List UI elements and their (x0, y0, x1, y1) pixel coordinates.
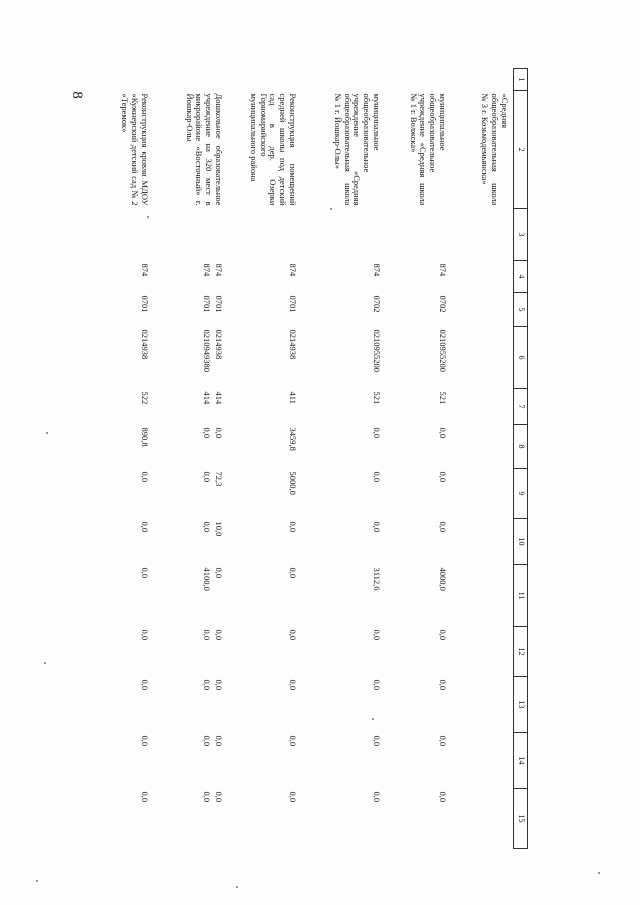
institution-name: «Средняя общеобразовательная школа № 3 г. Козьмодемьянска» (480, 93, 510, 206)
rotated-table-container (108, 68, 528, 848)
table-cell: 874 (372, 263, 382, 277)
table-cell: 0,0 (140, 521, 150, 533)
table-cell: 3112,6 (372, 567, 382, 591)
page-number: 8 (69, 91, 85, 99)
table-cell: 0,0 (202, 629, 212, 641)
institution-name: Реконструкция кровли МДОУ «Кужнерский детский сад № 2 «Теремок» (120, 93, 150, 206)
table-cell: 0,0 (140, 735, 150, 747)
scan-speck (330, 208, 332, 210)
table-cell: 0,0 (202, 427, 212, 439)
table-cell: 4000,0 (438, 567, 448, 591)
table-cell: 0,0 (372, 679, 382, 691)
table-cell: 0701 (288, 295, 298, 313)
table-cell: 0,0 (438, 735, 448, 747)
table-cell: 0,0 (288, 735, 298, 747)
table-cell: 4100,0 (202, 567, 212, 591)
table-cell: 0,0 (202, 679, 212, 691)
table-cell: 0210955200 (372, 329, 382, 372)
column-header: 11 (514, 565, 528, 627)
column-header: 5 (514, 293, 528, 327)
table-cell: 0,0 (214, 735, 224, 747)
table-cell: 0,0 (372, 735, 382, 747)
table-cell: 0701 (202, 295, 212, 313)
table-cell: 0,0 (438, 791, 448, 803)
table-cell: 0702 (438, 295, 448, 313)
table-cell: 0,0 (202, 471, 212, 483)
table-cell: 414 (214, 391, 224, 405)
table-cell: 0,0 (372, 427, 382, 439)
scan-speck (598, 872, 600, 874)
table-cell: 0,0 (214, 567, 224, 579)
table-cell: 0,0 (140, 471, 150, 483)
column-header: 4 (514, 261, 528, 293)
column-header: 8 (514, 425, 528, 469)
table-cell: 0214938 (288, 329, 298, 360)
column-header: 15 (514, 789, 528, 849)
table-cell: 0,0 (438, 679, 448, 691)
column-header: 3 (514, 209, 528, 261)
table-cell: 411 (288, 391, 298, 404)
table-row (451, 69, 509, 849)
table-cell: 874 (214, 263, 224, 277)
table-cell: 0,0 (202, 735, 212, 747)
table-cell: 0,0 (214, 679, 224, 691)
table-cell: 874 (288, 263, 298, 277)
table-cell: 0,0 (372, 629, 382, 641)
table-cell: 0,0 (288, 791, 298, 803)
institution-name: Дошкольное образовательное учреждение на 320 мест в микрорайоне «Восточный» г. Йошкар-Олы (184, 93, 224, 206)
scan-speck (46, 432, 48, 434)
table-cell: 874 (438, 263, 448, 277)
table-cell: 414 (202, 391, 212, 405)
column-header: 12 (514, 627, 528, 677)
institution-name: Реконструкция помещений средней школы под детский сад в дер. Озерки Горномарийского муниципального района (248, 93, 298, 206)
scan-speck (372, 718, 374, 720)
scan-speck (147, 216, 149, 218)
table-cell: 0214938 (214, 329, 224, 360)
scan-speck (44, 662, 46, 664)
table-cell: 72,3 (214, 471, 224, 487)
column-number-row (514, 69, 528, 849)
column-header: 9 (514, 469, 528, 519)
table-row (301, 69, 381, 849)
table-cell: 0,0 (288, 629, 298, 641)
institution-name: муниципальное общеобразовательное учреждение «Средняя общеобразовательная школа № 1 г. Йошкар-Олы» (332, 93, 382, 206)
table-cell: 0,0 (140, 629, 150, 641)
scan-speck (36, 880, 38, 882)
scan-speck (236, 886, 238, 888)
column-header: 6 (514, 327, 528, 389)
table-cell: 0,0 (140, 679, 150, 691)
table-cell: 0,0 (438, 521, 448, 533)
table-cell: 0,0 (288, 679, 298, 691)
table-cell: 5000,0 (288, 471, 298, 495)
table-cell: 0,0 (438, 427, 448, 439)
table-cell: 0,0 (288, 521, 298, 533)
column-header: 13 (514, 677, 528, 733)
table-cell: 890,8 (140, 427, 150, 447)
table-cell: 0,0 (202, 521, 212, 533)
table-cell: 0210949380 (202, 329, 212, 372)
table-row (93, 69, 149, 849)
budget-table (93, 68, 528, 849)
table-cell: 0,0 (214, 791, 224, 803)
table-cell: 0,0 (438, 471, 448, 483)
table-cell: 0210955200 (438, 329, 448, 372)
table-cell: 3459,8 (288, 427, 298, 451)
column-header: 1 (514, 69, 528, 91)
table-cell: 521 (372, 391, 382, 405)
table-row (385, 69, 447, 849)
table-cell: 0,0 (438, 629, 448, 641)
table-cell: 0701 (140, 295, 150, 313)
table-cell: 874 (202, 263, 212, 277)
column-header: 2 (514, 91, 528, 209)
table-cell: 0,0 (140, 791, 150, 803)
column-header: 14 (514, 733, 528, 789)
table-cell: 0,0 (140, 567, 150, 579)
table-cell: 0701 (214, 295, 224, 313)
table-cell: 522 (140, 391, 150, 405)
table-cell: 0,0 (372, 471, 382, 483)
table-cell: 0214938 (140, 329, 150, 360)
table-cell: 0,0 (372, 791, 382, 803)
table-cell: 874 (140, 263, 150, 277)
institution-name: муниципальное общеобразовательное учреждение «Средняя школа № 1 г. Волжска» (408, 93, 448, 206)
table-cell: 521 (438, 391, 448, 405)
table-cell: 0,0 (214, 629, 224, 641)
table-cell: 10,0 (214, 521, 224, 537)
table-cell: 0,0 (214, 427, 224, 439)
column-header: 10 (514, 519, 528, 565)
table-cell: 0,0 (202, 791, 212, 803)
table-row (211, 69, 223, 849)
table-row (227, 69, 297, 849)
column-header: 7 (514, 389, 528, 425)
table-cell: 0702 (372, 295, 382, 313)
table-cell: 0,0 (288, 567, 298, 579)
table-cell: 0,0 (372, 521, 382, 533)
